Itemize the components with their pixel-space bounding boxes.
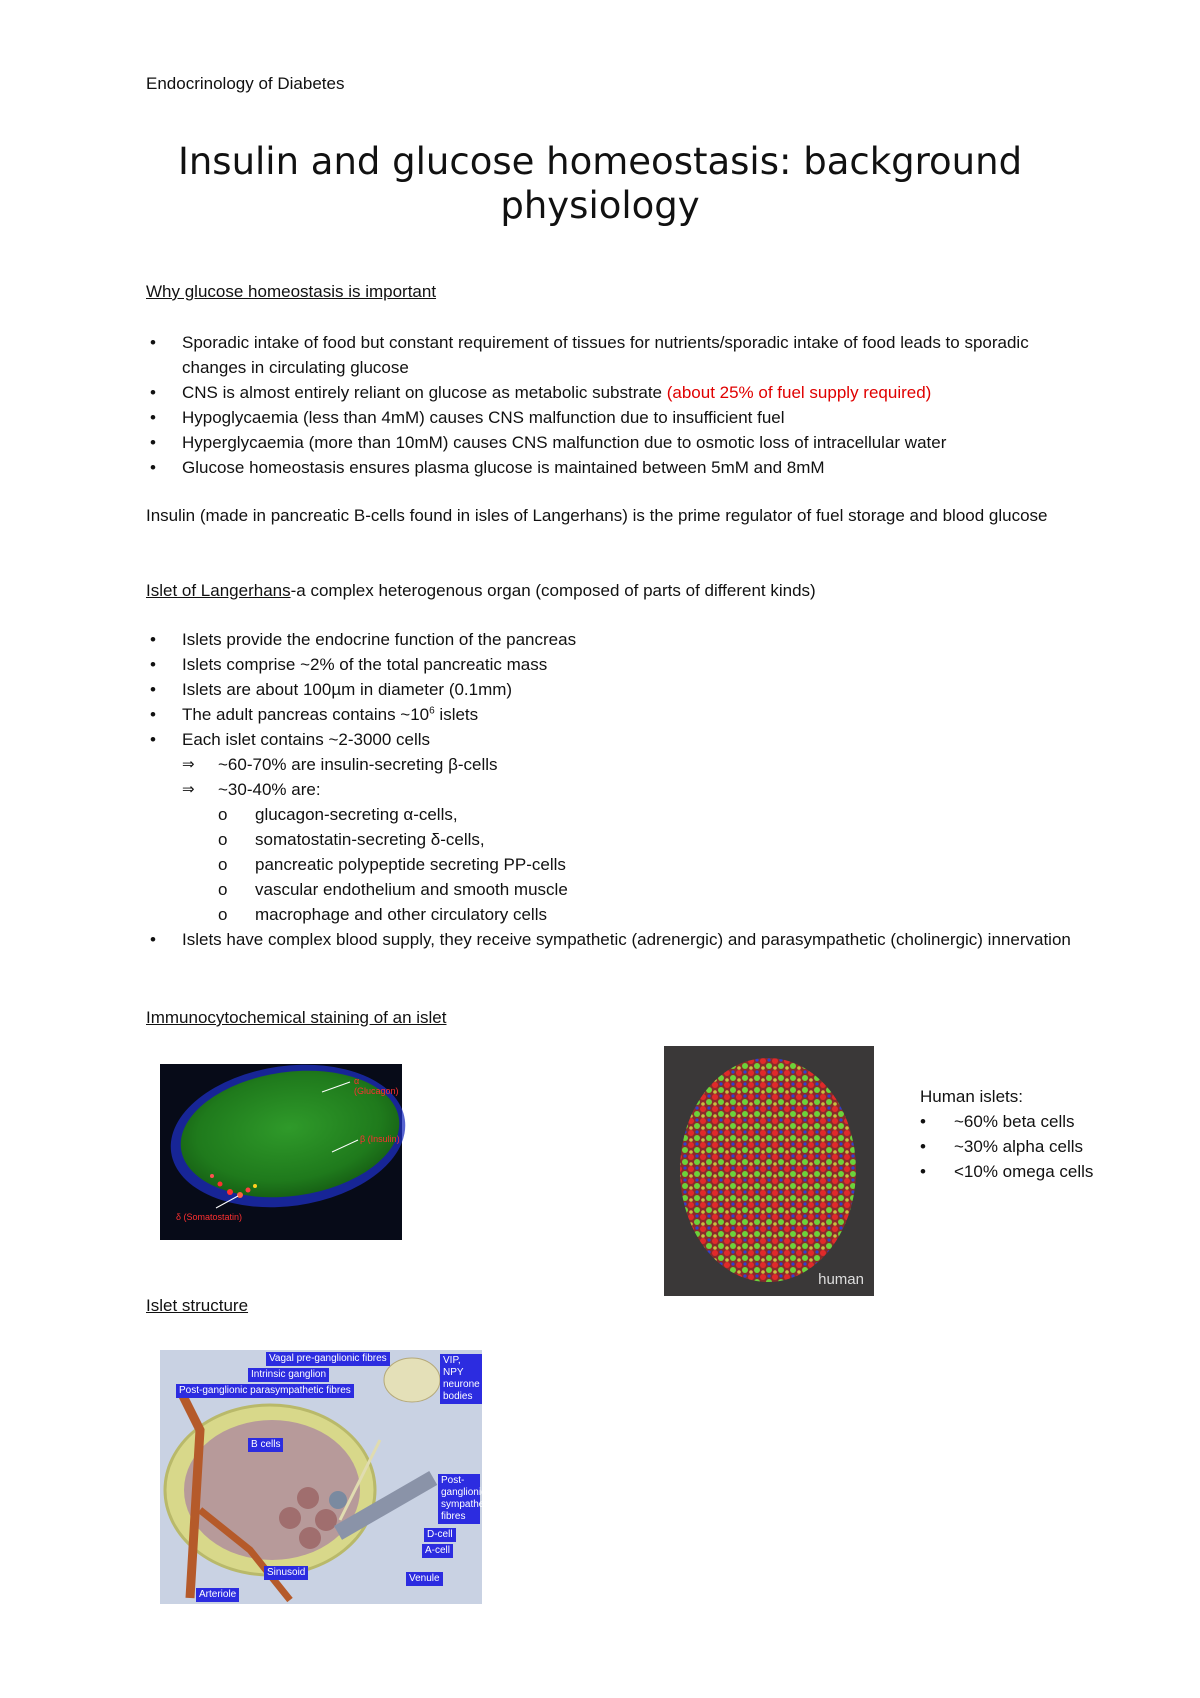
bullet-icon: • — [150, 730, 156, 749]
sinusoid-label: Sinusoid — [264, 1566, 308, 1580]
list-item: • Sporadic intake of food but constant requirement of tissues for nutrients/sporadic intake of food leads to sporadic changes in circulating glucose — [146, 330, 1076, 380]
circle-bullet-icon: o — [218, 805, 228, 824]
vip-npy-label: VIP, NPY neurone bodies — [440, 1354, 482, 1404]
list-item: • Islets are about 100µm in diameter (0.1mm) — [146, 677, 1076, 702]
human-islet-image — [664, 1046, 874, 1296]
list-item: • Islets have complex blood supply, they receive sympathetic (adrenergic) and parasympathetic (cholinergic) innervation — [146, 927, 1076, 952]
islet-heading-term: Islet of Langerhans — [146, 581, 291, 600]
bullet-icon: • — [150, 705, 156, 724]
bullet-icon: • — [150, 930, 156, 949]
list-item: • Islets comprise ~2% of the total pancreatic mass — [146, 652, 1076, 677]
arteriole-label: Arteriole — [196, 1588, 239, 1602]
list-item: • Each islet contains ~2-3000 cells ⇒ ~60-70% are insulin-secreting β-cells ⇒ ~30-40% are: o glucagon-secreting α-cells, o somatostatin-secreting δ-cells, o pancreatic polypeptide secreting PP-cells o vascular endothelium and smooth muscle o macrophage and other circulatory cells — [146, 727, 1076, 927]
other-cells-list — [182, 802, 1076, 927]
post-sympathetic-label: Post-ganglionic sympathetic fibres — [438, 1474, 480, 1524]
list-item: • Hypoglycaemia (less than 4mM) causes CNS malfunction due to insufficient fuel — [146, 405, 1076, 430]
list-item: o somatostatin-secreting δ-cells, — [218, 827, 1076, 852]
circle-bullet-icon: o — [218, 855, 228, 874]
list-item: o glucagon-secreting α-cells, — [218, 802, 1076, 827]
d-cell-label: D-cell — [424, 1528, 456, 1542]
bullet-icon: • — [150, 433, 156, 452]
list-item: o macrophage and other circulatory cells — [218, 902, 1076, 927]
list-item: • The adult pancreas contains $\sim 10^6$ islets — [146, 702, 1076, 727]
page-title: Insulin and glucose homeostasis: background physiology — [177, 140, 1023, 227]
a-cell-label: A-cell — [422, 1544, 453, 1558]
islet-heading — [146, 578, 1076, 603]
bullet-icon: • — [150, 680, 156, 699]
islet-bullet-list — [146, 627, 1076, 952]
bullet-icon: • — [920, 1162, 926, 1181]
vagal-fibres-label: Vagal pre-ganglionic fibres — [266, 1352, 390, 1366]
list-item: • ~60% beta cells — [920, 1109, 1093, 1134]
list-item: • ~30% alpha cells — [920, 1134, 1093, 1159]
arrow-icon: ⇒ — [182, 781, 195, 798]
bullet-icon: • — [150, 630, 156, 649]
islet-structure-diagram — [160, 1350, 495, 1604]
post-parasympathetic-label: Post-ganglionic parasympathetic fibres — [176, 1384, 354, 1398]
bullet-icon: • — [150, 655, 156, 674]
bullet-icon: • — [150, 458, 156, 477]
document-header: Endocrinology of Diabetes — [146, 74, 345, 93]
list-item: • Glucose homeostasis ensures plasma glucose is maintained between 5mM and 8mM — [146, 455, 1076, 480]
bullet-icon: • — [150, 383, 156, 402]
cell-type-list — [182, 752, 1076, 802]
human-islets-heading: Human islets: — [920, 1087, 1023, 1106]
list-item: o pancreatic polypeptide secreting PP-cells — [218, 852, 1076, 877]
list-item: • Hyperglycaemia (more than 10mM) causes CNS malfunction due to osmotic loss of intracellular water — [146, 430, 1076, 455]
circle-bullet-icon: o — [218, 880, 228, 899]
list-item: • <10% omega cells — [920, 1159, 1093, 1184]
beta-cell-label: β (Insulin) — [360, 1134, 400, 1144]
alpha-cell-label: α (Glucagon) — [354, 1076, 399, 1096]
human-islets-box — [920, 1084, 1093, 1184]
section-heading-staining: Immunocytochemical staining of an islet — [146, 1008, 447, 1027]
intrinsic-ganglion-label: Intrinsic ganglion — [248, 1368, 329, 1382]
b-cells-label: B cells — [248, 1438, 283, 1452]
section-heading-structure: Islet structure — [146, 1296, 249, 1315]
stained-islet-image — [160, 1064, 402, 1240]
human-islet-graphic — [664, 1046, 874, 1296]
circle-bullet-icon: o — [218, 905, 228, 924]
section-heading-why: Why glucose homeostasis is important — [146, 282, 437, 301]
delta-cell-label: δ (Somatostatin) — [176, 1212, 243, 1222]
fuel-supply-note: (about 25% of fuel supply required) — [666, 383, 932, 402]
list-item: o vascular endothelium and smooth muscle — [218, 877, 1076, 902]
why-bullet-list — [146, 330, 1076, 480]
bullet-icon: • — [920, 1112, 926, 1131]
insulin-paragraph: Insulin (made in pancreatic B-cells found in isles of Langerhans) is the prime regulator of fuel storage and blood glucose — [146, 506, 1048, 525]
list-item: ⇒ ~30-40% are: — [182, 777, 1076, 802]
bullet-icon: • — [920, 1137, 926, 1156]
circle-bullet-icon: o — [218, 830, 228, 849]
list-item: ⇒ ~60-70% are insulin-secreting β-cells — [182, 752, 1076, 777]
human-image-label: human — [818, 1271, 864, 1288]
bullet-icon: • — [150, 408, 156, 427]
list-item: • Islets provide the endocrine function of the pancreas — [146, 627, 1076, 652]
list-item: • CNS is almost entirely reliant on glucose as metabolic substrate (about 25% of fuel supply required) — [146, 380, 1076, 405]
bullet-icon: • — [150, 333, 156, 352]
islet-heading-definition: -a complex heterogenous organ (composed of parts of different kinds) — [290, 581, 816, 600]
arrow-icon: ⇒ — [182, 756, 195, 773]
venule-label: Venule — [406, 1572, 443, 1586]
